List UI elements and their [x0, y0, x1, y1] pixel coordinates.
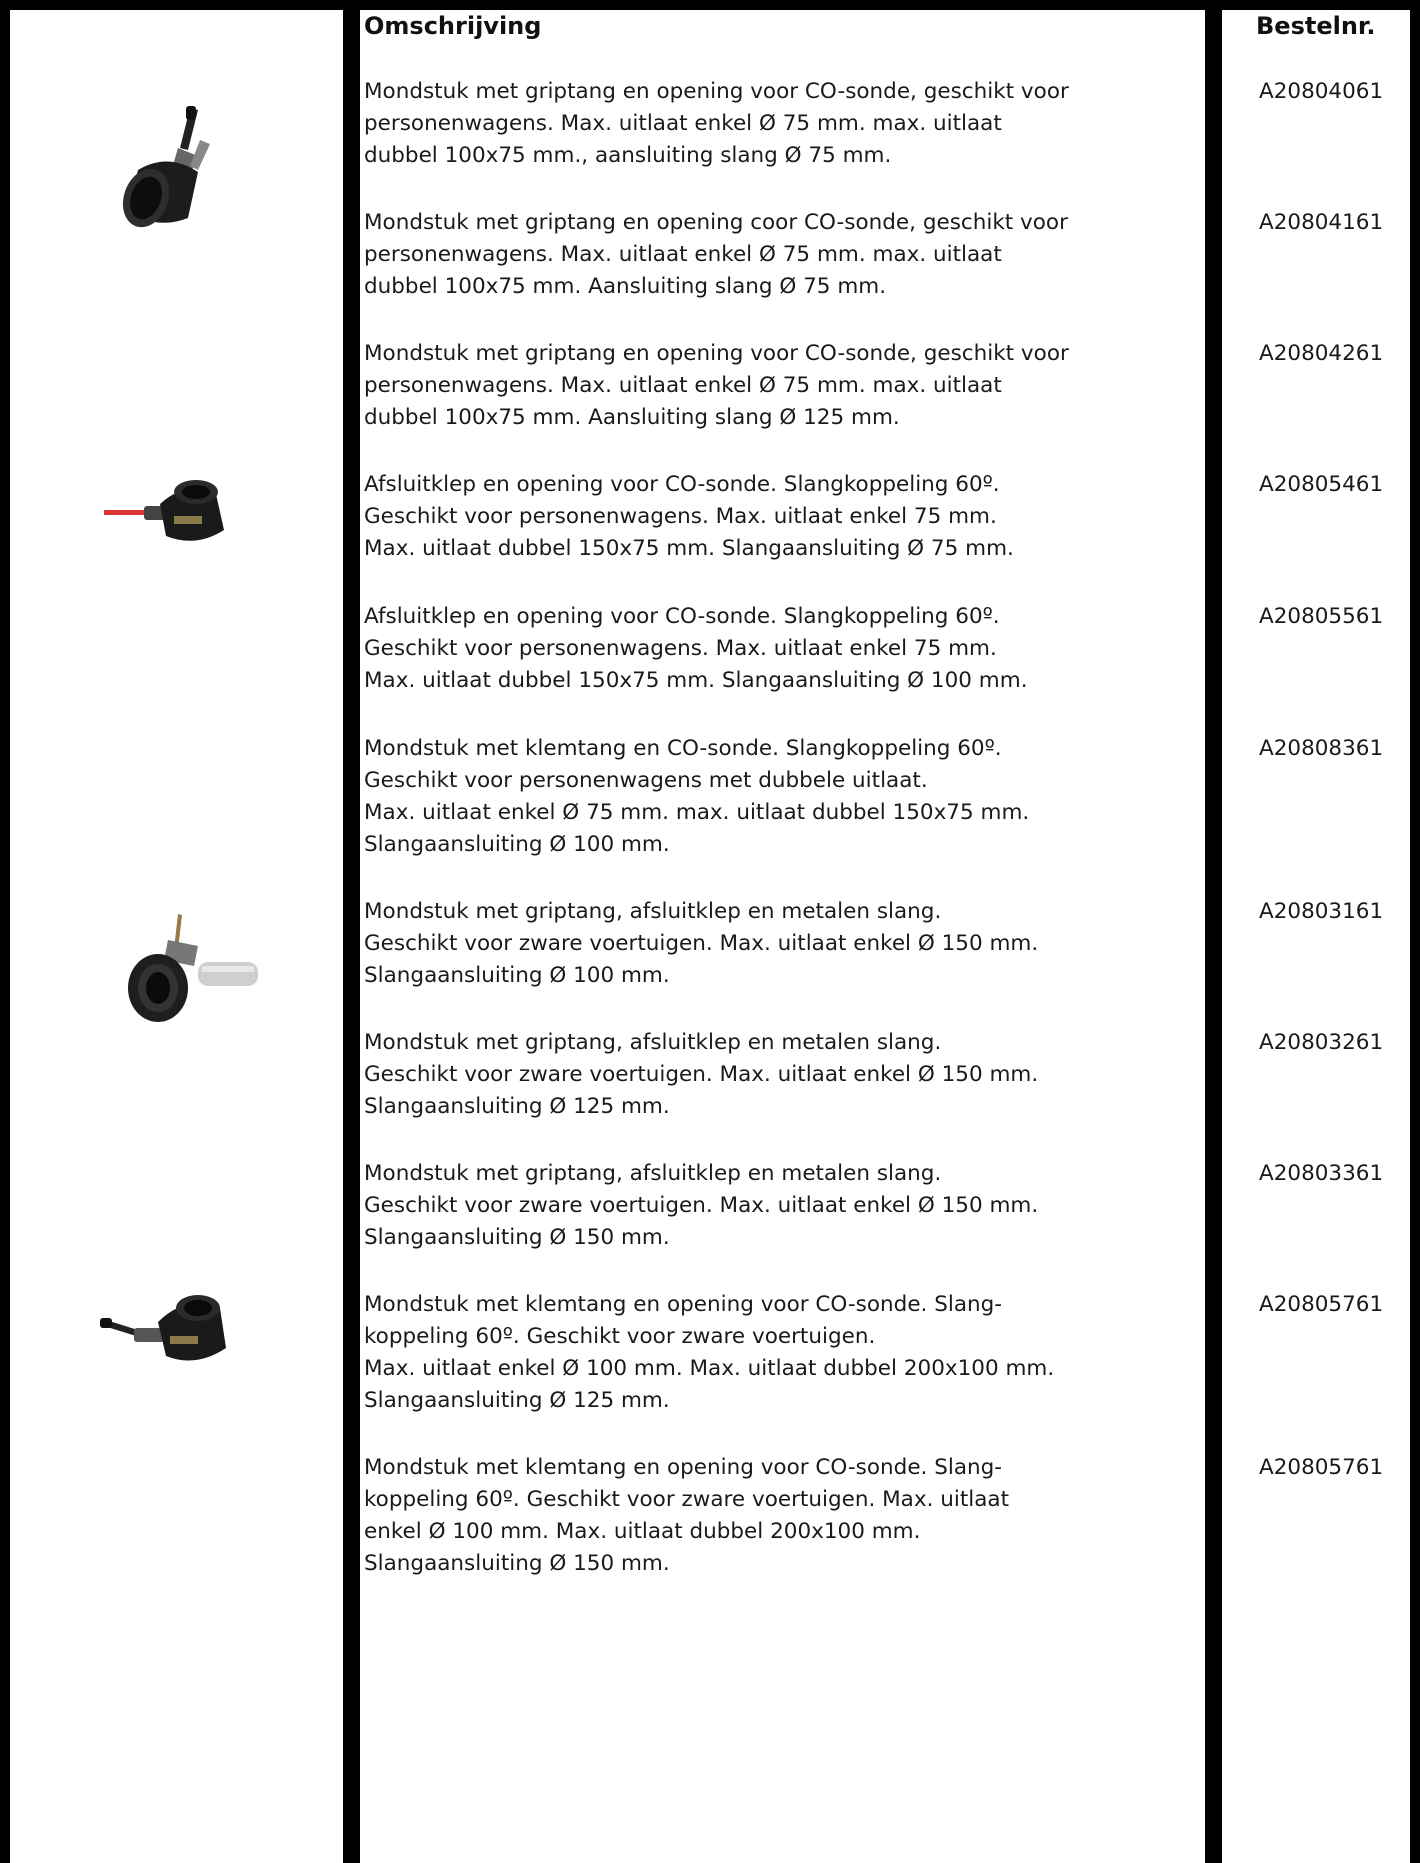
product-description: Afsluitklep en opening voor CO-sonde. Slangkoppeling 60º. Geschikt voor personenwagens. Max. uitlaat enkel 75 mm. Max. uitlaat dubbel 150x75 mm. Slangaansluiting Ø 75 mm.: [364, 472, 1014, 561]
product-description: Mondstuk met griptang en opening voor CO-sonde, geschikt voor personenwagens. Max. uitlaat enkel Ø 75 mm. max. uitlaat dubbel 100x75 mm., aansluiting slang Ø 75 mm.: [364, 79, 1069, 168]
product-order-number: A20805761: [1259, 1292, 1384, 1317]
product-order-number: A20805761: [1259, 1455, 1384, 1480]
product-description: Afsluitklep en opening voor CO-sonde. Slangkoppeling 60º. Geschikt voor personenwagens. Max. uitlaat enkel 75 mm. Max. uitlaat dubbel 150x75 mm. Slangaansluiting Ø 100 mm.: [364, 604, 1028, 693]
product-description: Mondstuk met griptang en opening voor CO-sonde, geschikt voor personenwagens. Max. uitlaat enkel Ø 75 mm. max. uitlaat dubbel 100x75 mm. Aansluiting slang Ø 125 mm.: [364, 341, 1069, 430]
product-order-number: A20804161: [1259, 210, 1384, 235]
product-description: Mondstuk met klemtang en opening voor CO-sonde. Slang- koppeling 60º. Geschikt voor zware voertuigen. Max. uitlaat enkel Ø 100 mm. Max. uitlaat dubbel 200x100 mm. Slangaansluiting Ø 125 mm.: [364, 1292, 1055, 1413]
product-order-number: A20804061: [1259, 79, 1384, 104]
frame-left-border: [0, 0, 10, 1863]
header-description: Omschrijving: [364, 12, 542, 40]
product-description: Mondstuk met klemtang en opening voor CO-sonde. Slang- koppeling 60º. Geschikt voor zware voertuigen. Max. uitlaat enkel Ø 100 mm. Max. uitlaat dubbel 200x100 mm. Slangaansluiting Ø 150 mm.: [364, 1455, 1010, 1576]
product-image-nozzle-grip: [118, 100, 228, 240]
product-image-valve-nozzle-1: [96, 470, 246, 560]
product-description: Mondstuk met griptang, afsluitklep en metalen slang. Geschikt voor zware voertuigen. Max. uitlaat enkel Ø 150 mm. Slangaansluiting Ø 100 mm.: [364, 899, 1039, 988]
product-description: Mondstuk met griptang, afsluitklep en metalen slang. Geschikt voor zware voertuigen. Max. uitlaat enkel Ø 150 mm. Slangaansluiting Ø 150 mm.: [364, 1161, 1039, 1250]
frame-right-border: [1410, 0, 1420, 1863]
product-order-number: A20803361: [1259, 1161, 1384, 1186]
product-order-number: A20804261: [1259, 341, 1384, 366]
product-order-number: A20805461: [1259, 472, 1384, 497]
product-image-valve-nozzle-heavy: [96, 1280, 246, 1380]
header-order-number: Bestelnr.: [1256, 12, 1376, 40]
product-description: Mondstuk met klemtang en CO-sonde. Slangkoppeling 60º. Geschikt voor personenwagens met dubbele uitlaat. Max. uitlaat enkel Ø 75 mm. max. uitlaat dubbel 150x75 mm. Slangaansluiting Ø 100 mm.: [364, 736, 1030, 857]
product-description: Mondstuk met griptang, afsluitklep en metalen slang. Geschikt voor zware voertuigen. Max. uitlaat enkel Ø 150 mm. Slangaansluiting Ø 125 mm.: [364, 1030, 1039, 1119]
product-order-number: A20805561: [1259, 604, 1384, 629]
product-order-number: A20808361: [1259, 736, 1384, 761]
product-description: Mondstuk met griptang en opening coor CO-sonde, geschikt voor personenwagens. Max. uitlaat enkel Ø 75 mm. max. uitlaat dubbel 100x75 mm. Aansluiting slang Ø 75 mm.: [364, 210, 1068, 299]
column-separator-image-desc: [343, 0, 360, 1863]
column-separator-desc-nr: [1205, 0, 1222, 1863]
product-order-number: A20803161: [1259, 899, 1384, 924]
product-order-number: A20803261: [1259, 1030, 1384, 1055]
product-image-metal-hose-nozzle: [118, 910, 268, 1030]
